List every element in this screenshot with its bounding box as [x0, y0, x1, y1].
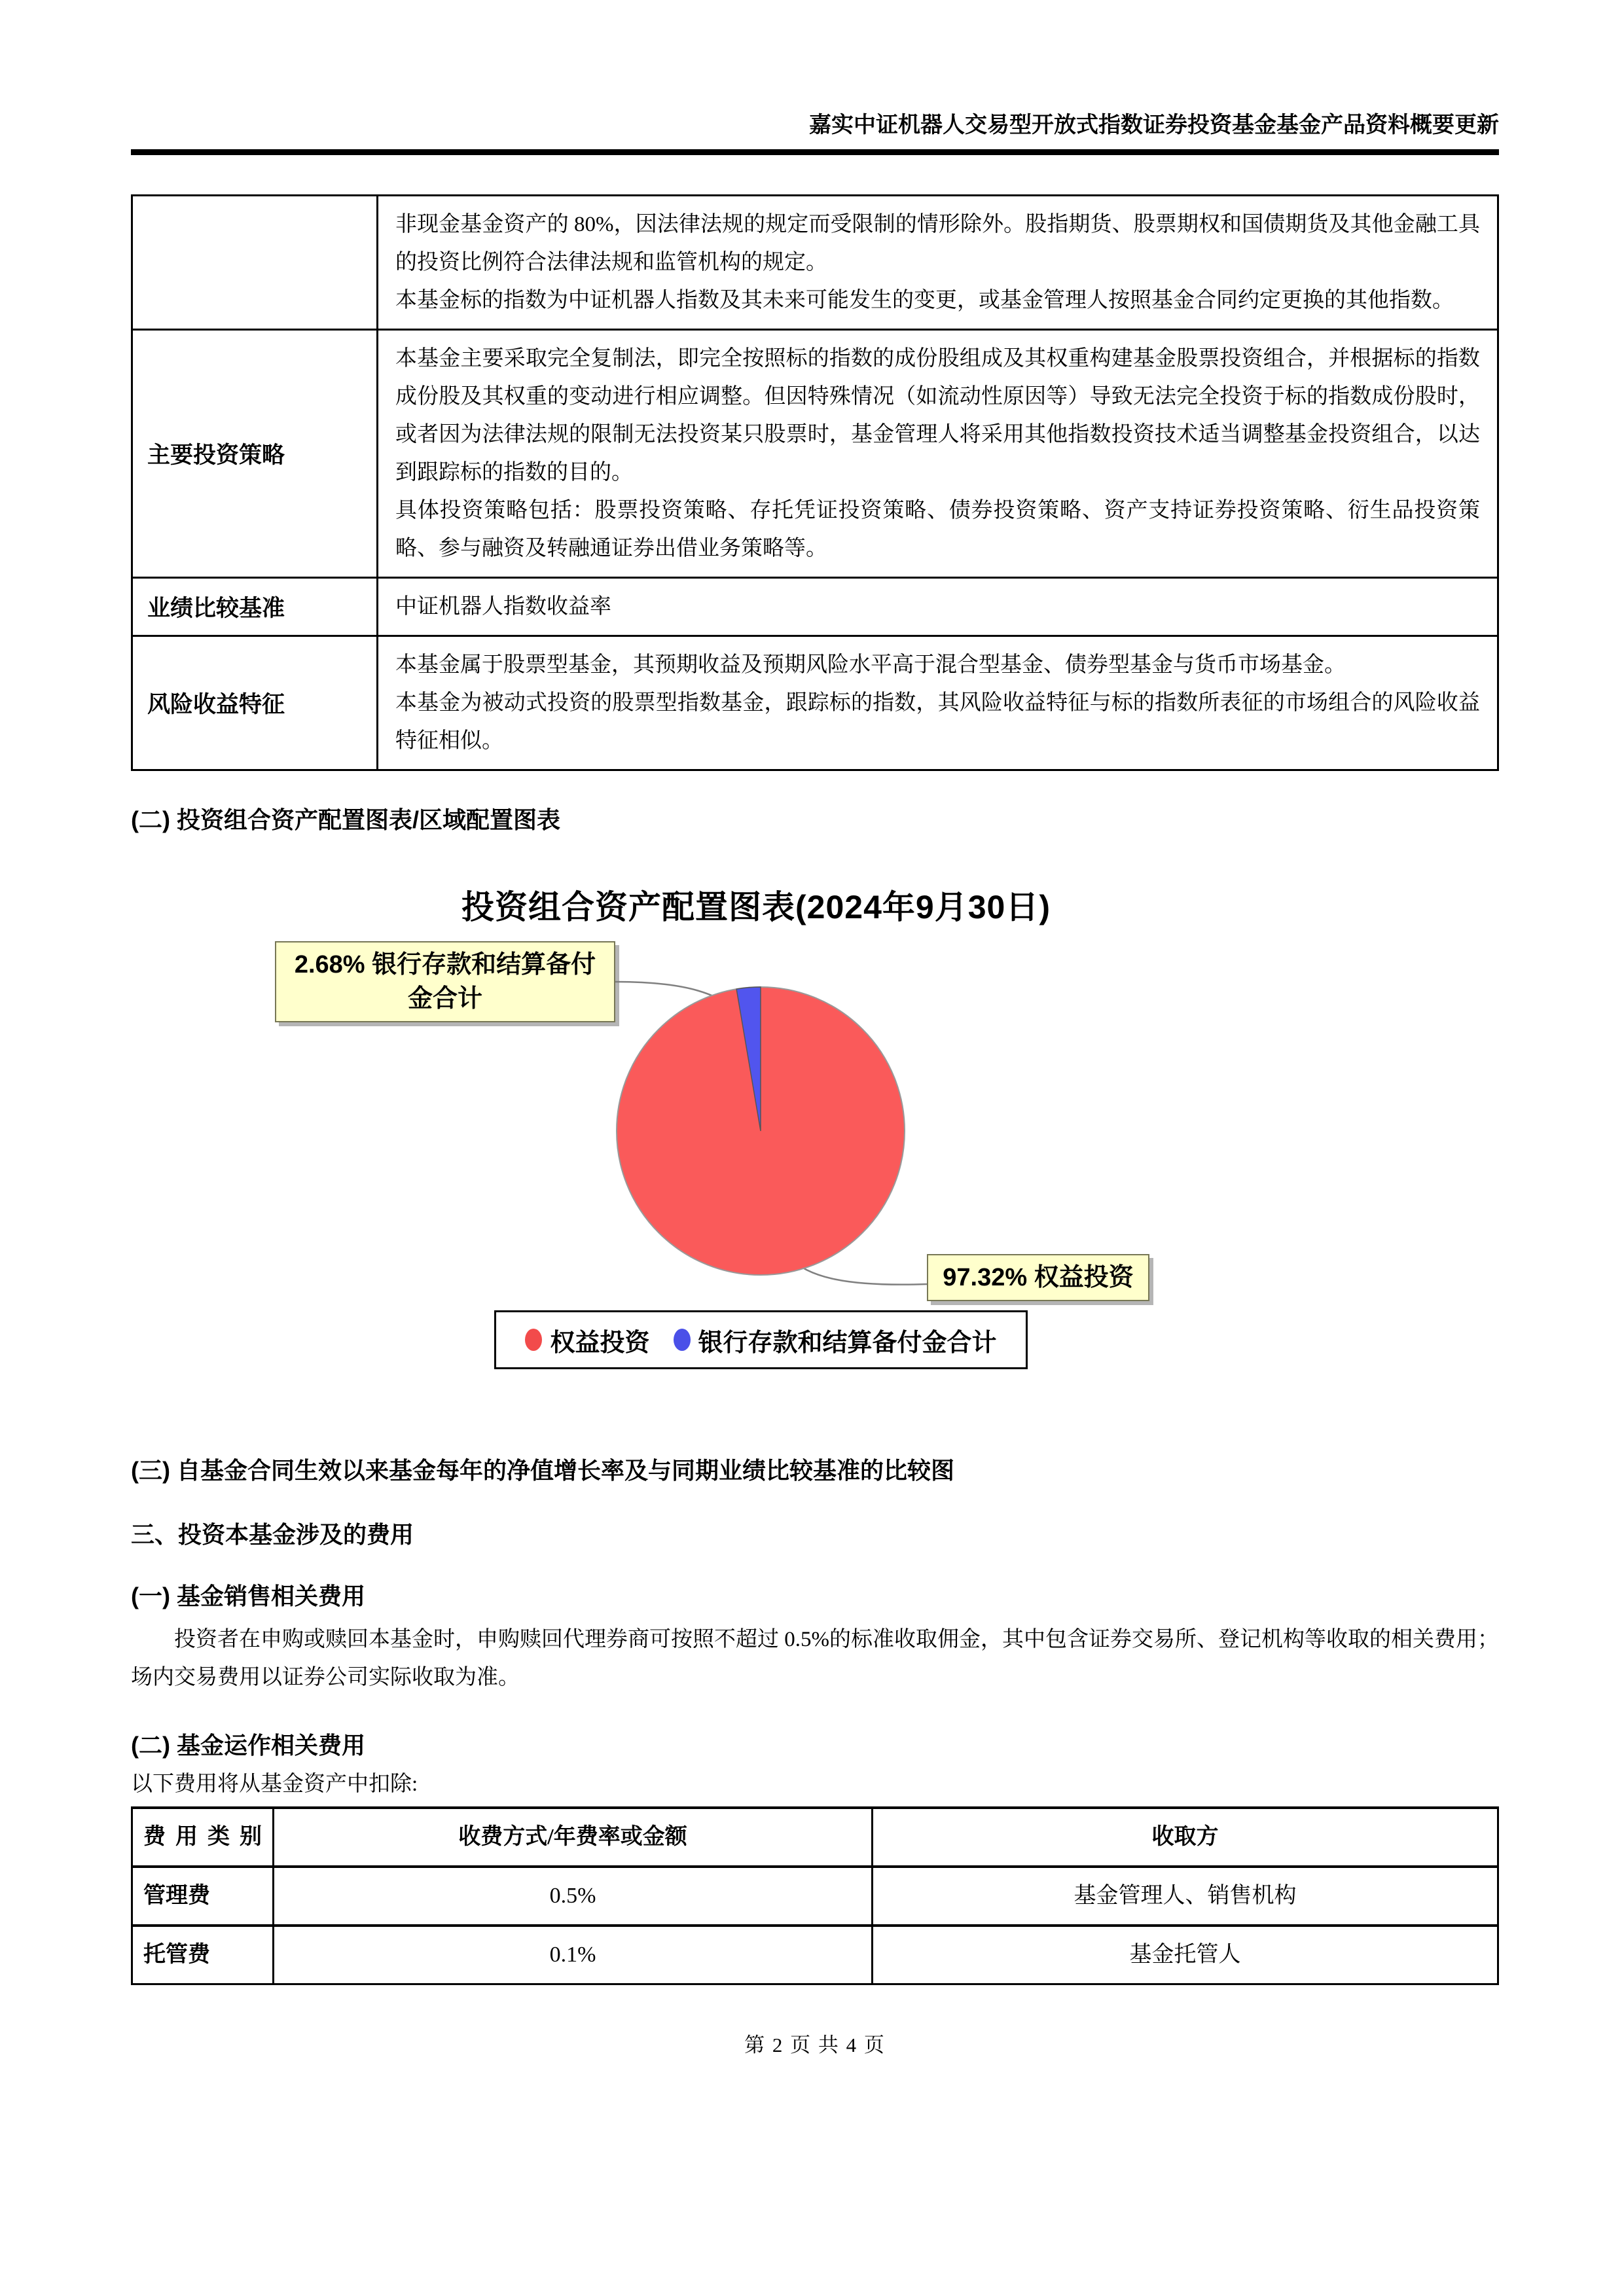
header-rule — [131, 149, 1499, 155]
table-row — [132, 330, 1498, 578]
sales-fee-paragraph: 投资者在申购或赎回本基金时，申购赎回代理券商可按照不超过 0.5%的标准收取佣金，其中包含证券交易所、登记机构等收取的相关费用；场内交易费用以证券公司实际收取为准。 — [131, 1628, 1499, 1689]
legend-label: 权益投资 — [550, 1329, 650, 1357]
paragraph: 本基金属于股票型基金，其预期收益及预期风险水平高于混合型基金、债券型基金与货币市场基金。 — [395, 653, 1346, 677]
fee-row-custody — [132, 1926, 1498, 1984]
chart-legend — [494, 1310, 1028, 1369]
paragraph: 具体投资策略包括：股票投资策略、存托凭证投资策略、债券投资策略、资产支持证券投资策略、衍生品投资策略、参与融资及转融通证券出借业务策略等。 — [395, 499, 1480, 560]
section-heading-allocation: (二) 投资组合资产配置图表/区域配置图表 — [131, 806, 560, 833]
paragraph: 中证机器人指数收益率 — [395, 595, 611, 619]
fee-name: 托管费 — [132, 1926, 274, 1984]
section-heading-sales-fees: (一) 基金销售相关费用 — [131, 1583, 365, 1609]
section-heading-fees: 三、投资本基金涉及的费用 — [131, 1521, 414, 1548]
fee-table-intro: 以下费用将从基金资产中扣除: — [131, 1772, 418, 1796]
paragraph: 非现金基金资产的 80%，因法律法规的规定而受限制的情形除外。股指期货、股票期权和国债期货及其他金融工具的投资比例符合法律法规和监管机构的规定。 — [395, 213, 1480, 274]
row-value — [378, 636, 1498, 770]
legend-blue-dot-icon — [674, 1329, 691, 1351]
paragraph: 本基金标的指数为中证机器人指数及其未来可能发生的变更，或基金管理人按照基金合同约定更换的其他指数。 — [395, 289, 1454, 312]
paragraph: 本基金主要采取完全复制法，即完全按照标的指数的成份股组成及其权重构建基金股票投资组合，并根据标的指数成份股及其权重的变动进行相应调整。但因特殊情况（如流动性原因等）导致无法完全投资于标的指数成份股时，或者因为法律法规的限制无法投资某只股票时，基金管理人将采用其他指数投资技术适当调整基金投资组合，以达到跟踪标的指数的目的。 — [395, 347, 1480, 484]
section-heading-nav-growth: (三) 自基金合同生效以来基金每年的净值增长率及与同期业绩比较基准的比较图 — [131, 1457, 954, 1484]
chart-title: 投资组合资产配置图表(2024年9月30日) — [461, 889, 1051, 925]
fee-row-management — [132, 1867, 1498, 1926]
fund-info-table — [131, 194, 1499, 771]
fee-recipient: 基金托管人 — [873, 1926, 1498, 1984]
row-label-risk-return: 风险收益特征 — [132, 636, 378, 770]
table-row — [132, 578, 1498, 636]
fee-header-row — [132, 1808, 1498, 1867]
row-value — [378, 196, 1498, 330]
row-value — [378, 578, 1498, 636]
fee-col-header-method: 收费方式/年费率或金额 — [274, 1808, 873, 1867]
fee-col-header-recipient: 收取方 — [873, 1808, 1498, 1867]
fee-recipient: 基金管理人、销售机构 — [873, 1867, 1498, 1926]
row-label-strategy: 主要投资策略 — [132, 330, 378, 578]
callout-bank-deposit: 2.68% 银行存款和结算备付金合计 — [275, 941, 615, 1022]
fee-rate: 0.1% — [274, 1926, 873, 1984]
asset-allocation-pie-chart — [131, 876, 1499, 1393]
document-header-title: 嘉实中证机器人交易型开放式指数证券投资基金基金产品资料概要更新 — [809, 113, 1499, 137]
paragraph: 本基金为被动式投资的股票型指数基金，跟踪标的指数，其风险收益特征与标的指数所表征的市场组合的风险收益特征相似。 — [395, 691, 1480, 753]
row-label-empty — [132, 196, 378, 330]
legend-label: 银行存款和结算备付金合计 — [698, 1329, 997, 1357]
callout-equity: 97.32% 权益投资 — [927, 1254, 1149, 1301]
legend-item-equity — [525, 1322, 649, 1358]
row-label-benchmark: 业绩比较基准 — [132, 578, 378, 636]
section-heading-operating-fees: (二) 基金运作相关费用 — [131, 1732, 365, 1759]
table-row — [132, 636, 1498, 770]
page-number: 第 2 页 共 4 页 — [744, 2034, 886, 2056]
fee-col-header-category: 费 用 类 别 — [132, 1808, 274, 1867]
fee-table — [131, 1806, 1499, 1985]
fee-rate: 0.5% — [274, 1867, 873, 1926]
legend-red-dot-icon — [525, 1329, 542, 1351]
legend-item-bank-deposit — [674, 1322, 997, 1358]
table-row — [132, 196, 1498, 330]
row-value — [378, 330, 1498, 578]
fee-name: 管理费 — [132, 1867, 274, 1926]
